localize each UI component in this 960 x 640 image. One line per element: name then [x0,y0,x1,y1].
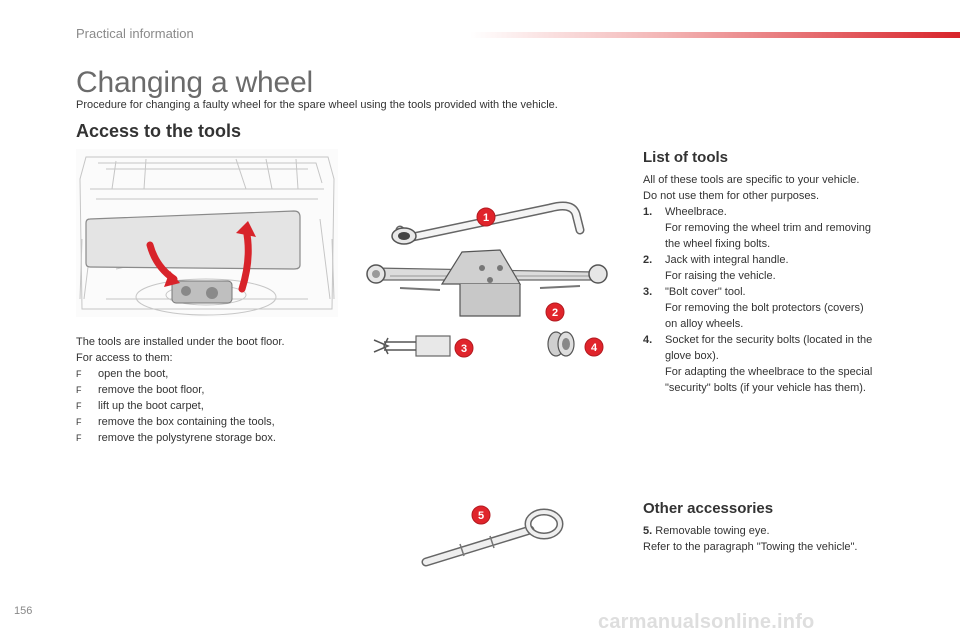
header-accent-bar [470,32,960,38]
towing-note: Refer to the paragraph "Towing the vehicle". [643,541,858,553]
towing-eye-label: Removable towing eye. [655,525,770,537]
access-step: F open the boot, [76,368,169,380]
access-step: F remove the boot floor, [76,384,205,396]
callout-5 [471,505,491,525]
access-step: F remove the box containing the tools, [76,416,275,428]
tool-item-bolt-cover: 3. "Bolt cover" tool. [643,286,746,298]
access-heading: Access to the tools [76,121,242,141]
callout-2-label: 2 [551,307,559,319]
bullet-icon: F [76,401,82,411]
page-number: 156 [14,605,33,617]
callout-4-label: 4 [590,342,598,354]
bullet-icon: F [76,433,82,443]
access-step: F lift up the boot carpet, [76,400,204,412]
other-accessories-text [643,523,923,555]
intro-text: Procedure for changing a faulty wheel for the spare wheel using the tools provided with the vehicle. [76,99,558,111]
callout-2 [545,302,565,322]
access-line-1: The tools are installed under the boot floor. [76,336,285,348]
section-label: Practical information [76,26,194,41]
tools-list: All of these tools are specific to your vehicle. Do not use them for other purposes. 1. Wheelbrace. For removing the wheel trim and removing the wheel fixing bolts. 2. Jack with integral handle. For raising the vehicle. 3. "Bolt cover" tool. For removing the bolt protectors (covers) on alloy wheels. 4. Socket for the security bolts (located in the glove box). For adapting the wheelbrace to the special "security" bolts (if your vehicle has them). [643,172,913,396]
callout-1-label: 1 [482,212,490,224]
towing-eye-number: 5. [643,525,653,537]
tools-line-1: All of these tools are specific to your vehicle. [643,174,860,186]
watermark: carmanualsonline.info [598,611,815,633]
access-line-2: For access to them: [76,352,173,364]
boot-illustration [76,149,338,317]
tool-item-security-socket: 4. Socket for the security bolts (located in the [643,334,873,346]
bolt-cover-tool-drawing [374,336,450,356]
tools-heading: List of tools [643,149,728,166]
callout-3-label: 3 [460,343,468,355]
jack-drawing [367,250,607,316]
callout-5-label: 5 [477,510,485,522]
bullet-icon: F [76,369,82,379]
callout-1 [476,207,496,227]
access-instructions [76,334,336,446]
bullet-icon: F [76,417,82,427]
tools-line-2: Do not use them for other purposes. [643,190,820,202]
page-title: Changing a wheel [76,66,313,99]
access-step: F remove the polystyrene storage box. [76,432,276,444]
tool-item-jack: 2. Jack with integral handle. [643,254,789,266]
tool-item-wheelbrace: 1. Wheelbrace. [643,206,727,218]
callout-4 [584,337,604,357]
bullet-icon: F [76,385,82,395]
security-socket-drawing [548,332,574,356]
other-accessories-heading: Other accessories [643,500,774,517]
callout-3 [454,338,474,358]
towing-eye-illustration [420,500,570,570]
